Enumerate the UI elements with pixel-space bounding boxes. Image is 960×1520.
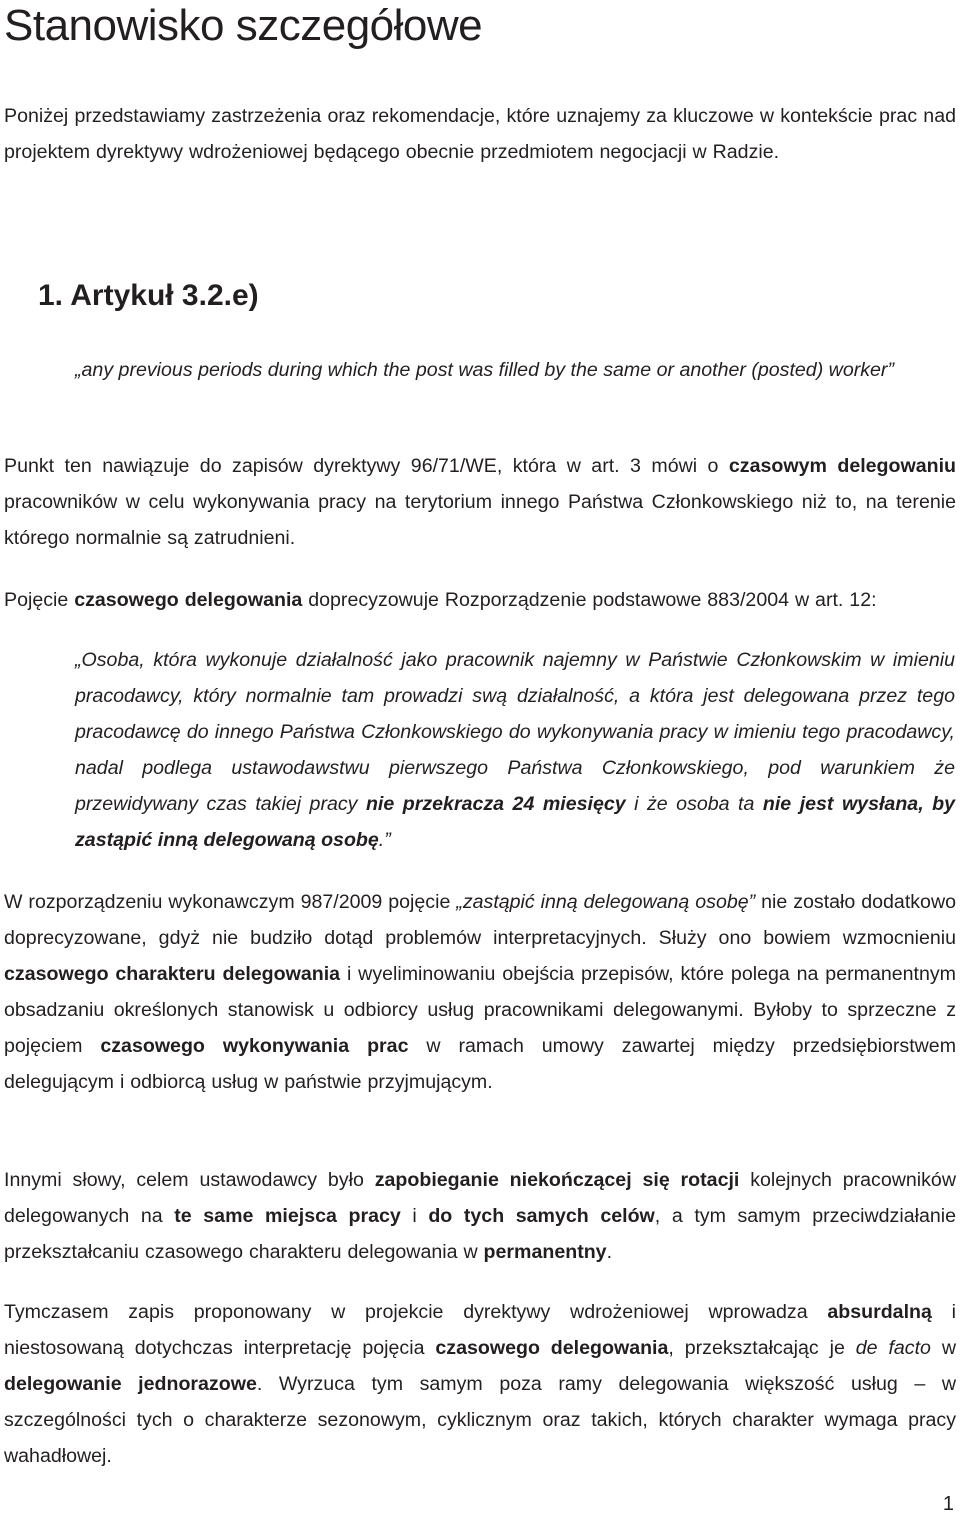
bold-phrase: do tych samych celów — [428, 1205, 655, 1227]
text-span: nie zostało dodatkowo doprecyzowane, gdyż nie budziło dotąd problemów interpretacyjnych. Służy ono bowiem wzmocnieniu — [4, 891, 957, 949]
text-span: i niestosowaną dotychczas interpretację pojęcia — [4, 1301, 957, 1359]
text-span: , przekształcając je — [668, 1337, 856, 1359]
text-span: w — [930, 1337, 957, 1359]
page-number: 1 — [942, 1493, 954, 1515]
text-span: i — [400, 1205, 429, 1227]
quote-article-text: „any previous periods during which the post was filled by the same or another (posted) worker” — [75, 359, 894, 381]
text-span: Punkt ten nawiązuje do zapisów dyrektywy 96/71/WE, która w art. 3 mówi o — [4, 455, 729, 477]
bold-phrase: czasowego delegowania — [74, 589, 303, 611]
bold-phrase: te same miejsca pracy — [174, 1205, 401, 1227]
bold-phrase: czasowego delegowania — [435, 1337, 669, 1359]
text-span: i że osoba ta — [625, 793, 763, 815]
paragraph-legislator-intent — [4, 1162, 956, 1270]
text-span: W rozporządzeniu wykonawczym 987/2009 pojęcie — [4, 891, 457, 913]
text-span: w ramach umowy zawartej między przedsiębiorstwem delegującym i odbiorcą usług w państwie przyjmującym. — [4, 1035, 957, 1093]
italic-phrase: de facto — [855, 1337, 931, 1359]
bold-phrase: nie przekracza 24 miesięcy — [365, 793, 626, 815]
text-span: doprecyzowuje Rozporządzenie podstawowe 883/2004 w art. 12: — [302, 589, 877, 611]
text-span: Tymczasem zapis proponowany w projekcie dyrektywy wdrożeniowej wprowadza — [4, 1301, 828, 1323]
text-span: . — [606, 1241, 613, 1263]
text-span: pracowników w celu wykonywania pracy na terytorium innego Państwa Członkowskiego niż to, na terenie którego normalnie są zatrudnieni. — [4, 491, 956, 549]
text-span: Pojęcie — [4, 589, 75, 611]
page-title: Stanowisko szczegółowe — [4, 1, 483, 50]
paragraph-regulation-reference — [4, 582, 956, 618]
bold-phrase: nie jest wysłana, by zastąpić inną delegowaną osobę — [75, 793, 955, 851]
text-span: Innymi słowy, celem ustawodawcy było — [4, 1169, 375, 1191]
intro-paragraph: Poniżej przedstawiamy zastrzeżenia oraz rekomendacje, które uznajemy za kluczowe w kontekście prac nad projektem dyrektywy wdrożeniowej będącego obecnie przedmiotem negocjacji w Radzie. — [4, 105, 956, 163]
text-span: .” — [378, 829, 391, 851]
italic-phrase: „zastąpić inną delegowaną osobę” — [456, 891, 756, 913]
text-span: , a tym samym przeciwdziałanie przekształcaniu czasowego charakteru delegowania w — [4, 1205, 956, 1263]
text-span: . Wyrzuca tym samym poza ramy delegowania większość usług – w szczególności tych o charakterze sezonowym, cyklicznym oraz takich, których charakter wymaga pracy wahadłowej. — [4, 1373, 956, 1467]
text-span: „Osoba, która wykonuje działalność jako pracownik najemny w Państwie Członkowskim w imieniu pracodawcy, który normalnie tam prowadzi swą działalność, a która jest delegowana przez tego pracodawcę do innego Państwa Członkowskiego do wykonywania pracy w imieniu tego pracodawcy, nadal podlega ustawodawstwu pierwszego Państwa Członkowskiego, pod warunkiem że przewidywany czas takiej pracy — [75, 649, 955, 815]
section-heading: 1. Artykuł 3.2.e) — [38, 279, 259, 312]
paragraph-proposal-critique — [4, 1294, 956, 1474]
bold-phrase: absurdalną — [827, 1301, 932, 1323]
bold-phrase: permanentny — [483, 1241, 607, 1263]
quote-regulation-article-12 — [75, 642, 955, 858]
bold-phrase: czasowego wykonywania prac — [100, 1035, 409, 1057]
bold-phrase: czasowego charakteru delegowania — [4, 963, 341, 985]
paragraph-directive-reference — [4, 448, 956, 556]
text-span: i wyeliminowaniu obejścia przepisów, które polega na permanentnym obsadzaniu określonych stanowisk u odbiorcy usług pracownikami delegowanymi. Byłoby to sprzeczne z pojęciem — [4, 963, 956, 1057]
bold-phrase: czasowym delegowaniu — [728, 455, 957, 477]
bold-phrase: zapobieganie niekończącej się rotacji — [374, 1169, 740, 1191]
text-span: kolejnych pracowników delegowanych na — [4, 1169, 956, 1227]
paragraph-implementing-regulation — [4, 884, 956, 1100]
bold-phrase: delegowanie jednorazowe — [4, 1373, 257, 1395]
